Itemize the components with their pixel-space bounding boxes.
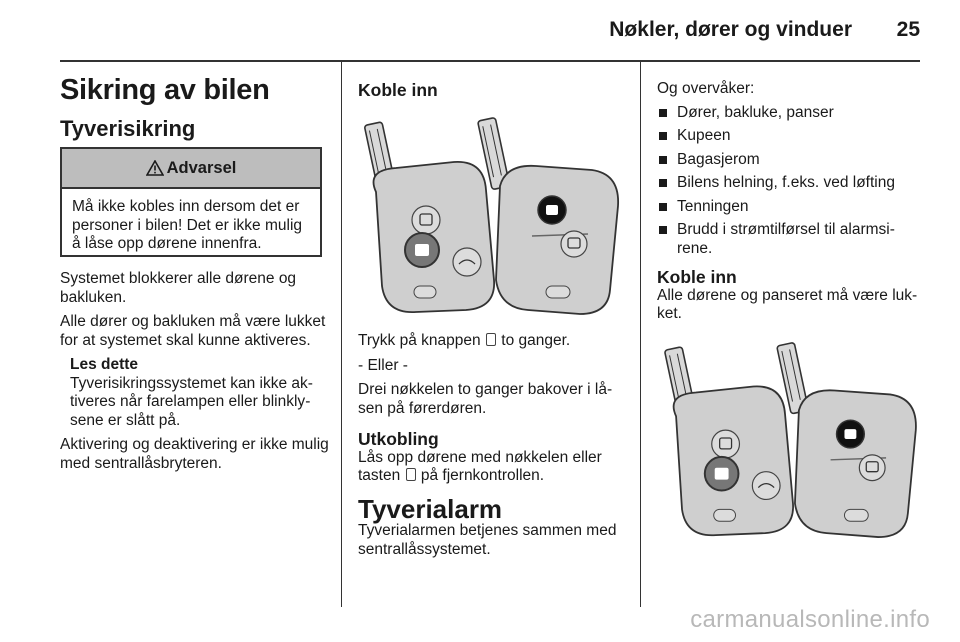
column-divider-1 [341,62,342,607]
press-before: Trykk på knappen [358,332,481,349]
page-header-title: Nøkler, dører og vinduer [609,18,852,41]
note-block [60,356,330,430]
tyverialarm-text: Tyverialarmen betjenes sammen med sentrallåssystemet. [358,522,617,558]
utkobling-heading: Utkobling [358,429,439,449]
tyverialarm-heading: Tyverialarm [358,493,503,524]
col3-koble-inn-heading: Koble inn [657,267,737,287]
or-text: - Eller - [358,356,408,374]
utkobling-after: på fjernkontrollen. [420,467,545,484]
monitored-list [657,104,925,259]
paragraph-closed: Alle dører og bakluken må være lukket for at systemet skal kunne aktiveres. [60,313,326,349]
header-rule [60,60,920,62]
utkobling-before: Lås opp dørene med nøkkelen eller tasten [358,448,602,484]
column-divider-2 [640,62,641,607]
warning-header [62,149,320,189]
press-after: to ganger. [501,332,571,349]
list-item: Dører, bakluke, panser [657,104,925,123]
page-number: 25 [896,18,920,41]
remote-key-illustration-2 [656,335,922,545]
list-item: Bilens helning, f.eks. ved løfting [657,174,925,193]
subsection-title: Tyverisikring [60,116,196,141]
section-title: Sikring av bilen [60,74,270,106]
list-item: Bagasjerom [657,151,925,170]
unlock-button-icon [406,468,416,481]
paragraph-activation: Aktivering og deaktivering er ikke mulig med sentrallåsbryteren. [60,436,329,472]
paragraph-blocks: Systemet blokkerer alle dørene og bakluken. [60,270,297,306]
koble-inn-heading: Koble inn [358,80,438,100]
list-item: Kupeen [657,127,925,146]
lock-button-icon [486,333,496,346]
utkobling-text [358,449,628,486]
list-item: Tenningen [657,198,925,217]
remote-key-illustration-1 [356,110,624,322]
warning-icon [146,160,164,176]
col3-koble-inn-text: Alle dørene og panseret må være lukket. [657,286,918,322]
list-item: Brudd i strømtilførsel til alarmsirene. [657,221,925,258]
note-text: Tyverisikringssystemet kan ikke aktiveres når farelampen eller blinklysene er slått på. [70,374,313,429]
press-button-text [358,332,628,351]
turn-key-text: Drei nøkkelen to ganger bakover i låsen på førerdøren. [358,381,613,417]
warning-box [60,147,322,257]
note-title: Les dette [70,356,139,373]
watermark: carmanualsonline.info [690,606,930,633]
monitors-intro: Og overvåker: [657,80,755,97]
warning-title: Advarsel [166,158,237,177]
warning-text: Må ikke kobles inn dersom det er personer i bilen! Det er ikke mulig å låse opp dørene innenfra. [72,198,303,252]
